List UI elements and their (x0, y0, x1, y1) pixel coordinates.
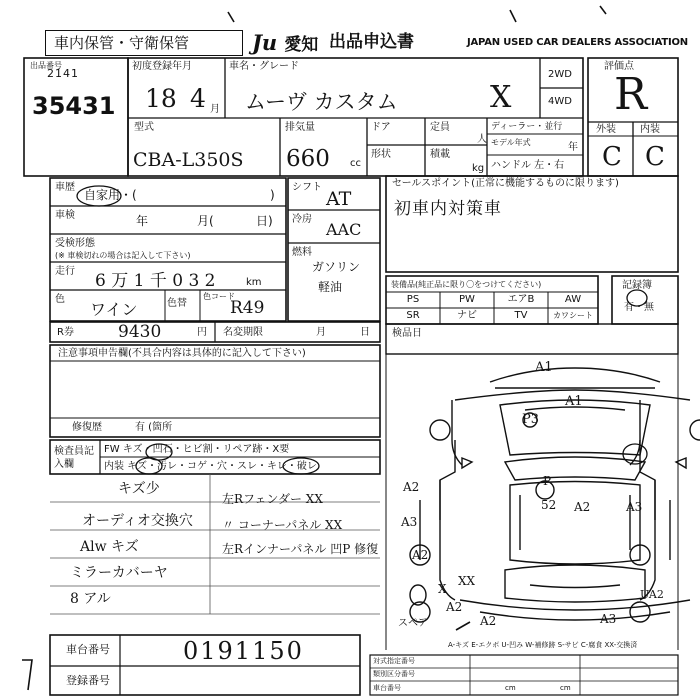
cc-unit: cc (350, 158, 361, 169)
fuel-label: 燃料 (292, 247, 312, 258)
color-label: 色 (55, 294, 65, 305)
acceptance-label: 受検形態 (55, 238, 95, 249)
model-year-label: モデル年式 (491, 138, 531, 147)
car-name: ムーヴ カスタム (245, 90, 398, 114)
usage-value: 自家用・( (84, 188, 137, 202)
lot-sub-number: 2141 (47, 67, 79, 80)
mark-xx: XX (458, 574, 476, 588)
handle-label: ハンドル 左・右 (491, 160, 565, 171)
displacement: 660 (286, 146, 330, 172)
car-name-label: 車名・グレード (229, 61, 299, 72)
km-unit: km (246, 277, 262, 288)
equip-pw: PW (459, 294, 475, 305)
fw-line: FW キズ・凹石・ヒビ割・リペア跡・X要 (104, 444, 290, 455)
car-grade: X (490, 80, 512, 115)
reg-month: 4 (190, 84, 206, 113)
kg-unit: kg (472, 163, 485, 174)
note-right-2: 〃 コーナーパネル XX (222, 518, 343, 532)
dealer-label: ディーラー・並行 (491, 122, 563, 132)
mark-a1-hood: A1 (565, 394, 583, 409)
chassis-number: 0191150 (183, 637, 304, 665)
note-5: 8 アル (70, 591, 111, 607)
int-grade: C (645, 142, 665, 172)
inspection-label: 車検 (55, 210, 75, 221)
cm-unit-1: cm (505, 684, 516, 692)
storage-label: 車内保管・守衛保管 (54, 34, 190, 52)
title-deadline-label: 名変期限 (223, 327, 263, 338)
usage-label: 車歴 (55, 182, 75, 193)
ac-value: AAC (326, 220, 362, 239)
shift-label: シフト (292, 182, 322, 193)
shape-label: 形状 (371, 149, 391, 160)
mark-p3: P3 (522, 412, 540, 427)
drive-2wd: 2WD (548, 69, 572, 80)
r-ticket-value: 9430 (118, 322, 162, 342)
mark-a2-right: A2 (574, 500, 591, 514)
model-label: 型式 (134, 122, 154, 133)
inspection-day-unit: 日) (256, 214, 273, 228)
ac-label: 冷房 (292, 214, 312, 225)
color-code: R49 (230, 298, 265, 318)
usage-close: ) (270, 188, 275, 202)
sales-point-text: 初車内対策車 (394, 199, 502, 219)
mark-a1-front: A1 (535, 360, 553, 375)
inspector-label: 検査員記入欄 (54, 446, 94, 470)
interior-line: 内装 キズ・汚レ・コゲ・穴・スレ・キレ・破レ (104, 461, 317, 472)
deadline-day-unit: 日 (360, 327, 370, 338)
note-1: キズ少 (118, 481, 160, 497)
note-4: ミラーカバーヤ (70, 565, 168, 581)
lot-tag: 出品番号 (30, 61, 62, 70)
color-change-label: 色替 (167, 298, 187, 309)
spare-label: スペア (398, 618, 428, 629)
equip-tv: TV (514, 310, 528, 321)
ju-logo-mark: Ju (252, 30, 278, 55)
ext-label: 外装 (596, 124, 616, 135)
doors-label: ドア (371, 122, 391, 133)
damage-legend: A-キズ E-エクボ U-凹み W-補修跡 S-サビ C-腐食 XX-交換済 (448, 641, 638, 649)
record-book-value: 有・無 (624, 302, 654, 313)
note-2: オーディオ交換穴 (82, 513, 193, 529)
year-unit: 年 (568, 142, 578, 153)
equip-ps: PS (406, 294, 420, 305)
equip-airbag: エアB (507, 294, 535, 305)
r-ticket-label: R券 (57, 327, 74, 338)
note-3: Alw キズ (80, 539, 139, 555)
registration-number-label: 登録番号 (66, 674, 110, 687)
fuel-diesel: 軽油 (318, 280, 343, 294)
fuel-gasoline: ガソリン (312, 260, 361, 274)
mark-a3-right: A3 (626, 500, 643, 514)
mark-a2-rear-left: A2 (446, 600, 463, 614)
model-code: CBA-L350S (133, 149, 244, 171)
mark-a2-left: A2 (403, 480, 420, 494)
acceptance-sub: (※ 車検切れの場合は記入して下さい) (55, 251, 191, 260)
ext-grade: C (602, 142, 622, 172)
seal-label-2: 類別区分番号 (373, 670, 415, 678)
note-right-3: 左Rインナーパネル 凹P 修復 (222, 542, 379, 556)
mark-x: X (438, 582, 447, 596)
seats-label: 定員 (430, 122, 450, 133)
chassis-label: 車台番号 (66, 643, 110, 656)
inspection-year-unit: 年 (136, 214, 149, 228)
ju-logo (252, 30, 318, 55)
cm-unit-2: cm (560, 684, 571, 692)
repair-label: 修復歴 (72, 422, 102, 433)
equipment-label: 装備品(純正品に限り〇をつけてください) (391, 280, 542, 289)
reg-date-label: 初度登録年月 (132, 61, 192, 72)
mark-a3-left: A3 (401, 515, 418, 529)
inspection-month-unit: 月( (197, 214, 214, 228)
persons-unit: 人 (477, 134, 487, 145)
repair-value: 有 (箇所 (135, 422, 173, 433)
sheet-title: 出品申込書 (329, 32, 414, 52)
seal-label-1: 対式指定番号 (373, 657, 415, 665)
warning-label: 注意事項申告欄(不具合内容は具体的に記入して下さい) (58, 348, 306, 359)
score-label: 評価点 (604, 61, 634, 72)
mark-a3-rear-right: A3 (600, 612, 617, 626)
mark-ua2: UA2 (640, 588, 664, 601)
mark-a2-rear: A2 (480, 614, 497, 628)
capacity-label: 積載 (430, 149, 450, 160)
seal-label-3: 車台番号 (373, 684, 401, 692)
equip-navi: ナビ (457, 310, 477, 321)
reg-month-unit: 月 (210, 104, 220, 115)
shift-value: AT (326, 188, 352, 210)
equip-aw: AW (564, 294, 582, 305)
equip-sr: SR (406, 310, 420, 321)
note-right-1: 左Rフェンダー XX (222, 492, 323, 506)
mark-52: 52 (541, 498, 557, 512)
color-value: ワイン (90, 300, 138, 319)
displacement-label: 排気量 (285, 122, 315, 133)
association-name: JAPAN USED CAR DEALERS ASSOCIATION (467, 37, 688, 48)
deadline-month-unit: 月 (316, 327, 326, 338)
mileage-label: 走行 (55, 266, 75, 277)
reg-year: 18 (145, 84, 177, 113)
yen-unit: 円 (197, 327, 207, 338)
mark-p-roof: P (543, 474, 552, 488)
mark-a2-left-low: A2 (412, 548, 429, 562)
org-name: 愛知 (284, 35, 319, 55)
sales-point-label: セールスポイント(正常に機能するものに限ります) (392, 178, 619, 189)
score-value: R (614, 69, 648, 120)
drive-4wd: 4WD (548, 96, 572, 107)
color-code-label: 色コード (203, 292, 235, 301)
car-diagram (410, 368, 700, 622)
equip-leather: カワシート (553, 311, 593, 320)
inspection-date-label: 検品日 (392, 328, 422, 339)
int-label: 内装 (640, 124, 660, 135)
record-book-caption: 記録簿 (622, 280, 652, 291)
mileage-value: 6 万 1 千 0 3 2 (95, 271, 216, 291)
lot-number: 35431 (32, 92, 116, 120)
